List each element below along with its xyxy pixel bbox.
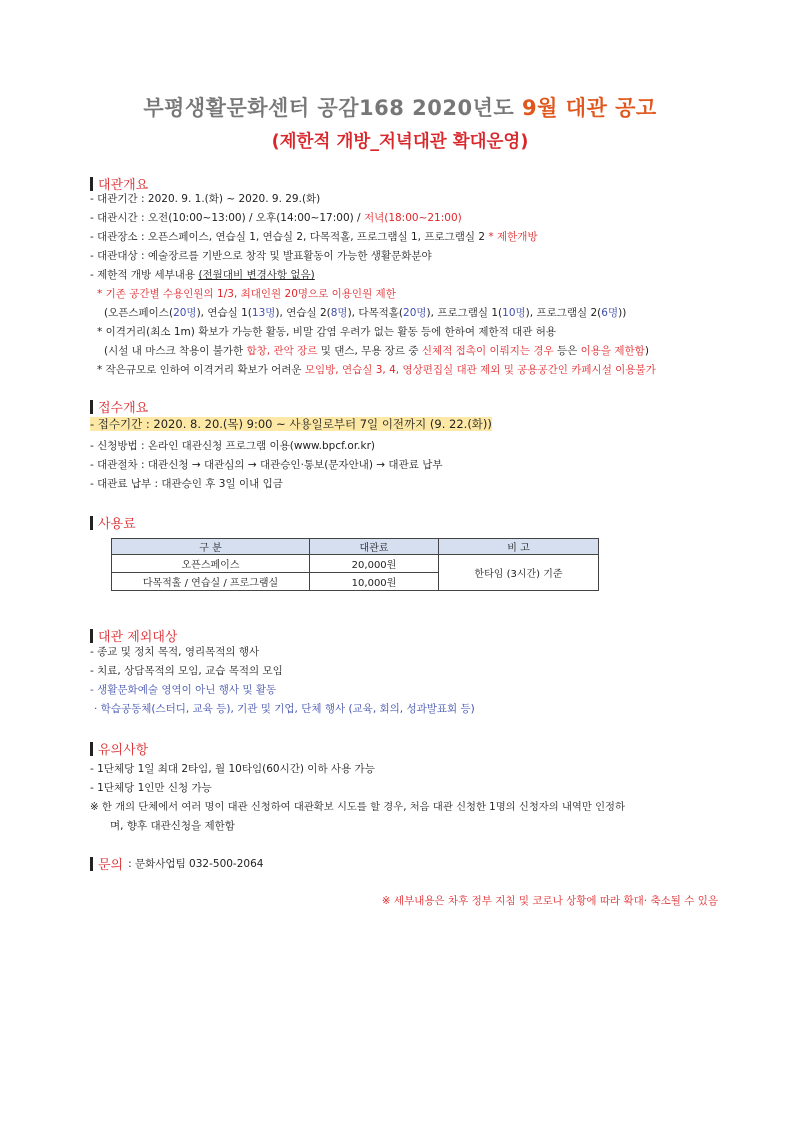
room-text: ), 연습실 1(	[196, 307, 252, 319]
exclusion-item: - 생활문화예술 영역이 아닌 행사 및 활동	[90, 684, 277, 696]
mask-highlight: 이용을 제한함	[580, 345, 645, 357]
section-heading-application	[90, 397, 148, 416]
table-header: 구 분	[112, 539, 310, 555]
mask-highlight: 합창, 관악 장르	[246, 345, 318, 357]
section-bar-icon	[90, 516, 93, 530]
exclusion-item: - 치료, 상담목적의 모임, 교습 목적의 모임	[90, 665, 283, 677]
restriction-detail-note: (전월대비 변경사항 없음)	[198, 269, 315, 281]
contact-info: : 문화사업팀 032-500-2064	[128, 858, 264, 870]
room-count: 20명	[173, 307, 197, 319]
room-text: (오픈스페이스(	[104, 307, 174, 319]
section-heading-overview	[90, 174, 148, 193]
table-header: 비 고	[439, 539, 599, 555]
restriction-detail	[90, 268, 315, 282]
mask-highlight: 신체적 접촉이 이뤄지는 경우	[421, 345, 554, 357]
rental-target: - 대관대상 : 예술장르를 기반으로 창작 및 발표활동이 가능한 생활문화분야	[90, 250, 432, 262]
rental-place	[90, 230, 538, 244]
section-bar-icon	[90, 857, 93, 871]
mask-text: (시설 내 마스크 착용이 불가한	[104, 345, 247, 357]
rental-time-evening: 저녁(18:00~21:00)	[363, 212, 462, 224]
table-cell: 다목적홀 / 연습실 / 프로그램실	[112, 573, 310, 591]
section-heading-text: 대관개요	[98, 178, 149, 193]
application-period	[90, 417, 492, 431]
room-text: ))	[618, 307, 627, 319]
mask-text: )	[644, 345, 649, 357]
small-space-text: * 작은규모로 인하여 이격거리 확보가 어려운	[97, 364, 305, 376]
title-highlight: 9월 대관 공고	[521, 96, 657, 120]
table-cell: 10,000원	[310, 573, 439, 591]
section-heading-text: 유의사항	[98, 743, 149, 758]
application-process: - 대관절차 : 대관신청 → 대관심의 → 대관승인·통보(문자안내) → 대관료 납부	[90, 459, 443, 471]
table-row	[112, 555, 599, 573]
room-count: 20명	[403, 307, 427, 319]
room-text: ), 프로그램실 1(	[426, 307, 503, 319]
note-item: - 1단체당 1인만 신청 가능	[90, 782, 212, 794]
section-heading-text: 대관 제외대상	[98, 630, 178, 645]
section-heading-fee	[90, 513, 136, 532]
exclusion-item: · 학습공동체(스터디, 교육 등), 기관 및 기업, 단체 행사 (교육, 회의, 성과발표회 등)	[94, 703, 475, 715]
fee-payment: - 대관료 납부 : 대관승인 후 3일 이내 입금	[90, 478, 283, 490]
room-count: 8명	[330, 307, 348, 319]
capacity-limit: * 기존 공간별 수용인원의 1/3, 최대인원 20명으로 이용인원 제한	[97, 288, 396, 300]
room-text: ), 연습실 2(	[275, 307, 331, 319]
exclusion-item: - 종교 및 정치 목적, 영리목적의 행사	[90, 646, 260, 658]
section-bar-icon	[90, 742, 93, 756]
room-count: 6명	[601, 307, 619, 319]
application-period-text: - 접수기간 : 2020. 8. 20.(목) 9:00 ~ 사용일로부터 7일 이전까지 (9. 22.(화))	[90, 417, 492, 431]
table-cell: 20,000원	[310, 555, 439, 573]
section-bar-icon	[90, 177, 93, 191]
note-item: 며, 향후 대관신청을 제한함	[110, 820, 235, 832]
document-title	[0, 92, 800, 122]
distance-rule: * 이격거리(최소 1m) 확보가 가능한 활동, 비말 감염 우려가 없는 활동 등에 한하여 제한적 대관 허용	[97, 326, 557, 338]
rental-place-label: - 대관장소 : 오픈스페이스, 연습실 1, 연습실 2, 다목적홀, 프로그램실 1, 프로그램실 2	[90, 231, 489, 243]
fee-table	[111, 538, 599, 591]
mask-text: 등은	[553, 345, 581, 357]
section-heading-notes	[90, 739, 148, 758]
room-capacity-list	[104, 306, 626, 320]
rental-period: - 대관기간 : 2020. 9. 1.(화) ~ 2020. 9. 29.(화)	[90, 193, 321, 205]
note-item: - 1단체당 1일 최대 2타임, 월 10타임(60시간) 이하 사용 가능	[90, 763, 375, 775]
mask-rule	[104, 344, 649, 358]
table-header-row	[112, 539, 599, 555]
note-item: ※ 한 개의 단체에서 여러 명이 대관 신청하여 대관확보 시도를 할 경우, 처음 대관 신청한 1명의 신청자의 내역만 인정하	[90, 801, 625, 813]
room-text: ), 다목적홀(	[347, 307, 404, 319]
mask-text: 및 댄스, 무용 장르 중	[317, 345, 422, 357]
table-header: 대관료	[310, 539, 439, 555]
rental-place-note: * 제한개방	[488, 231, 538, 243]
title-main: 부평생활문화센터 공감168 2020년도	[143, 96, 522, 120]
contact-heading: 문의	[98, 858, 124, 873]
document-subtitle: (제한적 개방_저녁대관 확대운영)	[271, 132, 529, 152]
section-heading-text: 사용료	[98, 517, 136, 532]
section-bar-icon	[90, 629, 93, 643]
footer-note: ※ 세부내용은 차후 정부 지침 및 코로나 상황에 따라 확대· 축소될 수 있음	[381, 895, 718, 907]
small-space-rule	[97, 363, 656, 377]
table-cell-note: 한타임 (3시간) 기준	[439, 555, 599, 591]
small-space-highlight: 모임방, 연습실 3, 4, 영상편집실 대관 제외 및 공용공간인 카페시설 이용불가	[304, 364, 656, 376]
restriction-detail-label: - 제한적 개방 세부내용	[90, 269, 199, 281]
section-heading-exclusions	[90, 626, 177, 645]
rental-time	[90, 211, 462, 225]
section-bar-icon	[90, 400, 93, 414]
rental-time-label: - 대관시간 : 오전(10:00~13:00) / 오후(14:00~17:00) /	[90, 212, 364, 224]
contact-line	[90, 854, 263, 873]
application-method: - 신청방법 : 온라인 대관신청 프로그램 이용(www.bpcf.or.kr)	[90, 440, 375, 452]
room-count: 13명	[251, 307, 276, 319]
table-cell: 오픈스페이스	[112, 555, 310, 573]
room-count: 10명	[502, 307, 526, 319]
room-text: ), 프로그램실 2(	[525, 307, 602, 319]
section-heading-text: 접수개요	[98, 401, 149, 416]
